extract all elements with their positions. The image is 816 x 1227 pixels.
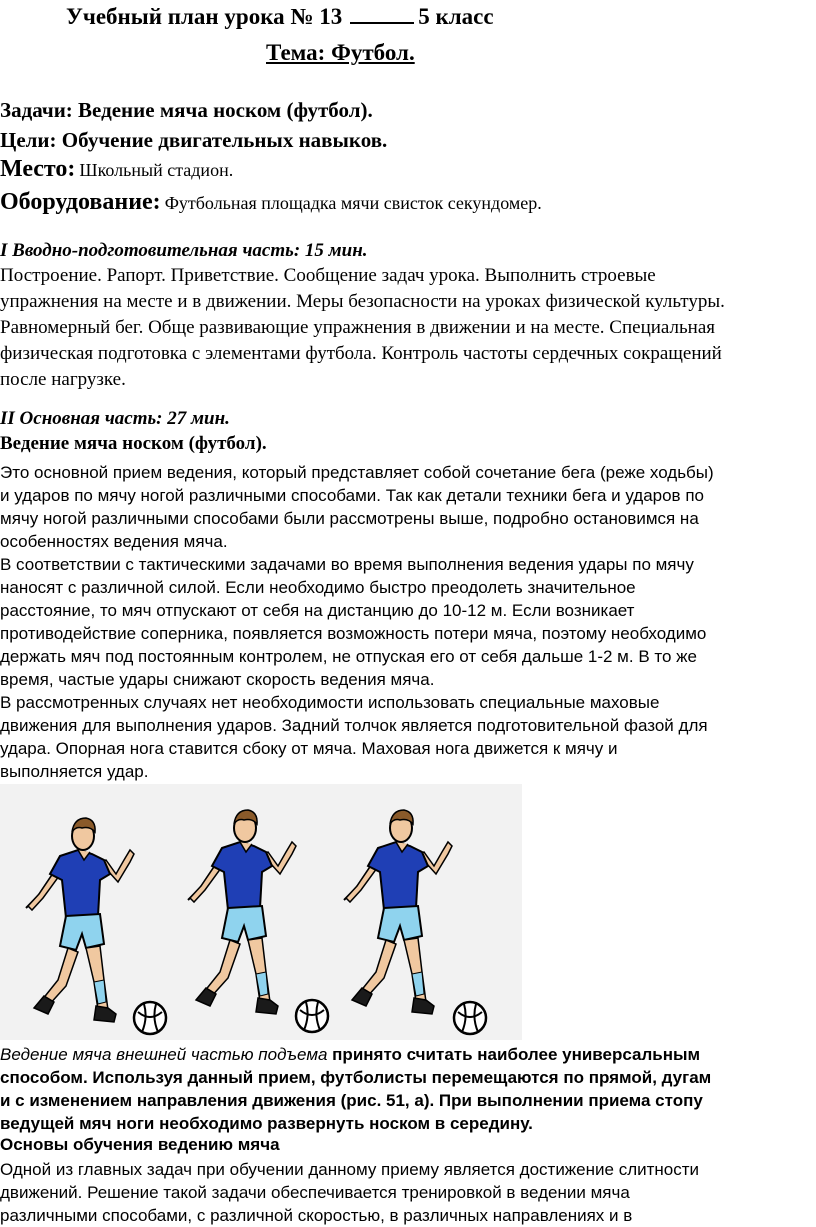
dribbling-illustration	[0, 784, 522, 1040]
place-value: Школьный стадион.	[79, 160, 234, 180]
title-grade: 5 класс	[418, 4, 494, 29]
part2-line: Это основной прием ведения, который представляет собой сочетание бега (реже ходьбы)	[0, 463, 714, 482]
part2-line: и ударов по мячу ногой различными способами. Так как детали техники бега и ударов по	[0, 486, 704, 505]
player-figure-3	[344, 810, 452, 1014]
part2-line: мячу ногой различными способами были рассмотрены выше, подробно остановимся на	[0, 509, 699, 528]
basics-line: движений. Решение такой задачи обеспечивается тренировкой в ведении мяча	[0, 1183, 630, 1202]
player-figure-1	[26, 818, 134, 1022]
part1-line: физическая подготовка с элементами футбола. Контроль частоты сердечных сокращений	[0, 343, 722, 364]
topic-title: Тема: Футбол.	[266, 40, 415, 65]
ball-icon-2	[296, 1000, 328, 1032]
basics-heading: Основы обучения ведению мяча	[0, 1135, 280, 1154]
title-blank-line	[350, 4, 414, 24]
equipment-value: Футбольная площадка мячи свисток секундомер.	[164, 193, 542, 213]
caption-line: и с изменением направления движения (рис. 51, а). При выполнении приема стопу	[0, 1091, 703, 1110]
basics-line: Одной из главных задач при обучении данному приему является достижение слитности	[0, 1160, 700, 1179]
part2-line: удара. Опорная нога ставится сбоку от мяча. Маховая нога движется к мячу и	[0, 739, 618, 758]
part2-line: время, частые удары снижают скорость ведения мяча.	[0, 670, 435, 689]
part1-heading: I Вводно-подготовительная часть: 15 мин.	[0, 240, 368, 261]
part2-line: В соответствии с тактическими задачами во время выполнения ведения удары по мячу	[0, 555, 694, 574]
part2-line: расстояние, то мяч отпускают от себя на дистанцию до 10-12 м. Если возникает	[0, 601, 635, 620]
part2-line: выполняется удар.	[0, 762, 149, 781]
title-main: Учебный план урока № 13	[66, 4, 343, 29]
part1-line: Построение. Рапорт. Приветствие. Сообщение задач урока. Выполнить строевые	[0, 265, 656, 286]
ball-icon-1	[134, 1002, 166, 1034]
caption-line-first	[0, 1043, 700, 1066]
part1-line: Равномерный бег. Обще развивающие упражнения в движении и на месте. Специальная	[0, 317, 716, 338]
place-label: Место:	[0, 156, 76, 182]
part1-line: после нагрузке.	[0, 369, 126, 390]
part2-heading: II Основная часть: 27 мин.	[0, 408, 230, 429]
player-figure-2	[188, 810, 296, 1014]
part2-line: движения для выполнения ударов. Задний толчок является подготовительной фазой для	[0, 716, 708, 735]
ball-icon-3	[454, 1002, 486, 1034]
part2-line: В рассмотренных случаях нет необходимости использовать специальные маховые	[0, 693, 660, 712]
caption-line: ведущей мяч ноги необходимо развернуть носком в середину.	[0, 1114, 533, 1133]
part2-line: наносят с различной силой. Если необходимо быстро преодолеть значительное	[0, 578, 636, 597]
part2-subheading: Ведение мяча носком (футбол).	[0, 433, 267, 454]
part2-line: держать мяч под постоянным контролем, не отпуская его от себя дальше 1-2 м. В то же	[0, 647, 697, 666]
tasks-line: Задачи: Ведение мяча носком (футбол).	[0, 98, 373, 122]
players-drawing	[0, 784, 522, 1040]
part1-line: упражнения на месте и в движении. Меры безопасности на уроках физической культуры.	[0, 291, 725, 312]
lesson-plan-title	[66, 4, 494, 30]
caption-italic: Ведение мяча внешней частью подъема	[0, 1045, 328, 1064]
part2-line: противодействие соперника, появляется возможность потери мяча, поэтому необходимо	[0, 624, 707, 643]
goals-line: Цели: Обучение двигательных навыков.	[0, 128, 388, 152]
place-line	[0, 156, 233, 183]
caption-line: способом. Используя данный прием, футболисты перемещаются по прямой, дугам	[0, 1068, 712, 1087]
equipment-label: Оборудование:	[0, 189, 161, 215]
equipment-line	[0, 189, 542, 216]
caption-bold-first: принято считать наиболее универсальным	[327, 1045, 701, 1064]
part2-line: особенностях ведения мяча.	[0, 532, 228, 551]
basics-line: различными способами, с различной скоростью, в различных направлениях и в	[0, 1206, 633, 1225]
